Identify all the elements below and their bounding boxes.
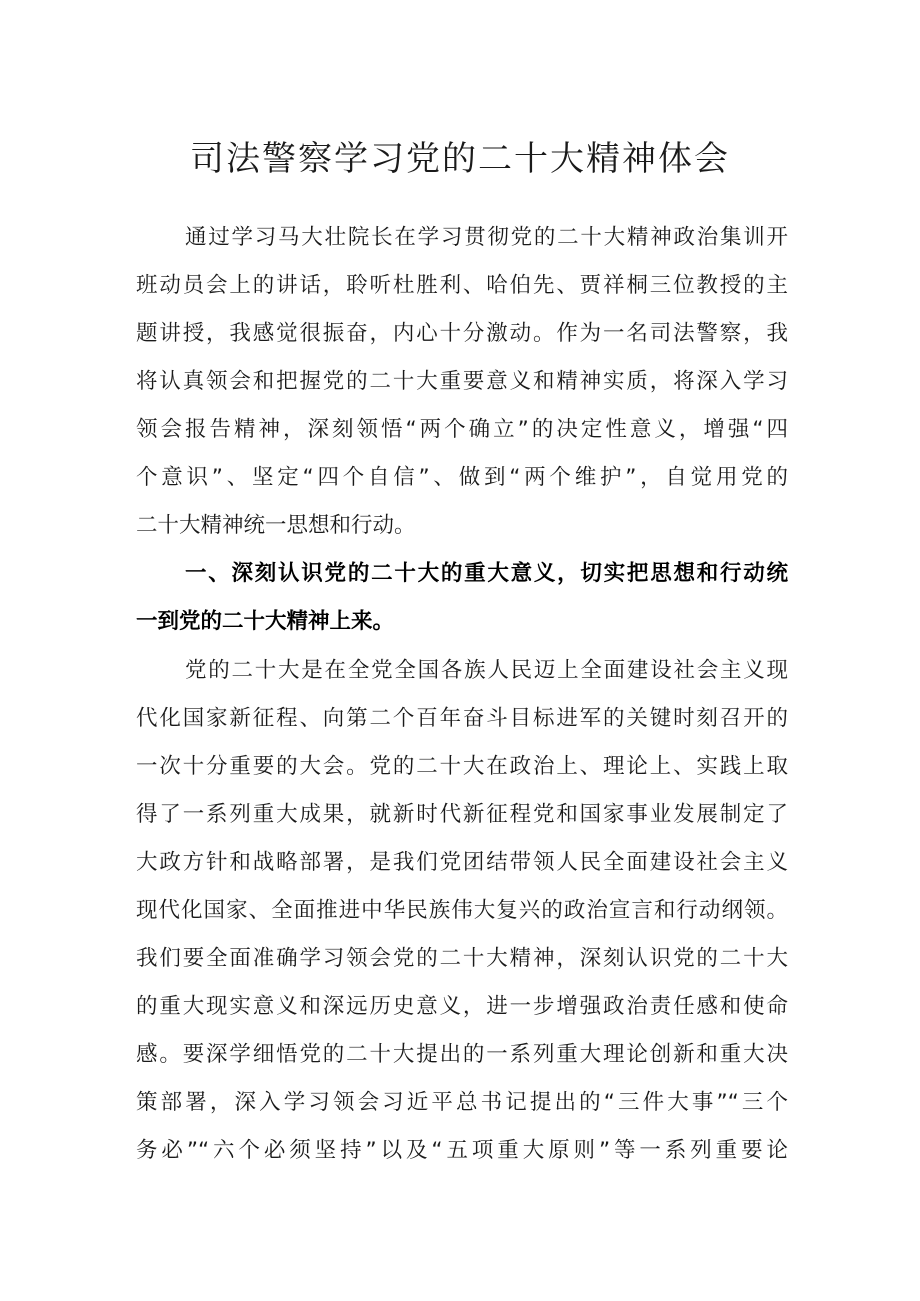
- paragraph-2-line-11: 务必”“六个必须坚持”以及“五项重大原则”等一系列重要论: [136, 1138, 788, 1163]
- paragraph-2-line-7: 我们要全面准确学习领会党的二十大精神，深刻认识党的二十大: [136, 946, 788, 971]
- paragraph-2-line-1: 党的二十大是在全党全国各族人民迈上全面建设社会主义现: [185, 658, 788, 683]
- paragraph-1-line-2: 班动员会上的讲话，聆听杜胜利、哈伯先、贾祥桐三位教授的主: [136, 273, 788, 298]
- paragraph-2-line-9: 感。要深学细悟党的二十大提出的一系列重大理论创新和重大决: [136, 1042, 788, 1067]
- paragraph-1-line-4: 将认真领会和把握党的二十大重要意义和精神实质，将深入学习: [136, 369, 788, 394]
- paragraph-2-line-2: 代化国家新征程、向第二个百年奋斗目标进军的关键时刻召开的: [136, 706, 788, 731]
- section-1-heading-line-2: 一到党的二十大精神上来。: [136, 609, 395, 634]
- paragraph-1-line-7: 二十大精神统一思想和行动。: [136, 513, 416, 538]
- paragraph-2-line-4: 得了一系列重大成果，就新时代新征程党和国家事业发展制定了: [136, 802, 788, 827]
- paragraph-1-line-6: 个意识”、坚定“四个自信”、做到“两个维护”，自觉用党的: [136, 465, 788, 490]
- paragraph-2-line-10: 策部署，深入学习领会习近平总书记提出的“三件大事”“三个: [136, 1090, 788, 1115]
- paragraph-1-line-5: 领会报告精神，深刻领悟“两个确立”的决定性意义，增强“四: [136, 417, 788, 442]
- paragraph-2-line-3: 一次十分重要的大会。党的二十大在政治上、理论上、实践上取: [136, 754, 788, 779]
- paragraph-2-line-5: 大政方针和战略部署，是我们党团结带领人民全面建设社会主义: [136, 850, 788, 875]
- section-1-heading-line-1: 一、深刻认识党的二十大的重大意义，切实把思想和行动统: [185, 561, 788, 586]
- paragraph-2-line-8: 的重大现实意义和深远历史意义，进一步增强政治责任感和使命: [136, 994, 788, 1019]
- paragraph-1-line-3: 题讲授，我感觉很振奋，内心十分激动。作为一名司法警察，我: [136, 321, 788, 346]
- document-title: 司法警察学习党的二十大精神体会: [190, 139, 730, 179]
- paragraph-1-line-1: 通过学习马大壮院长在学习贯彻党的二十大精神政治集训开: [185, 225, 788, 250]
- paragraph-2-line-6: 现代化国家、全面推进中华民族伟大复兴的政治宣言和行动纲领。: [136, 898, 788, 923]
